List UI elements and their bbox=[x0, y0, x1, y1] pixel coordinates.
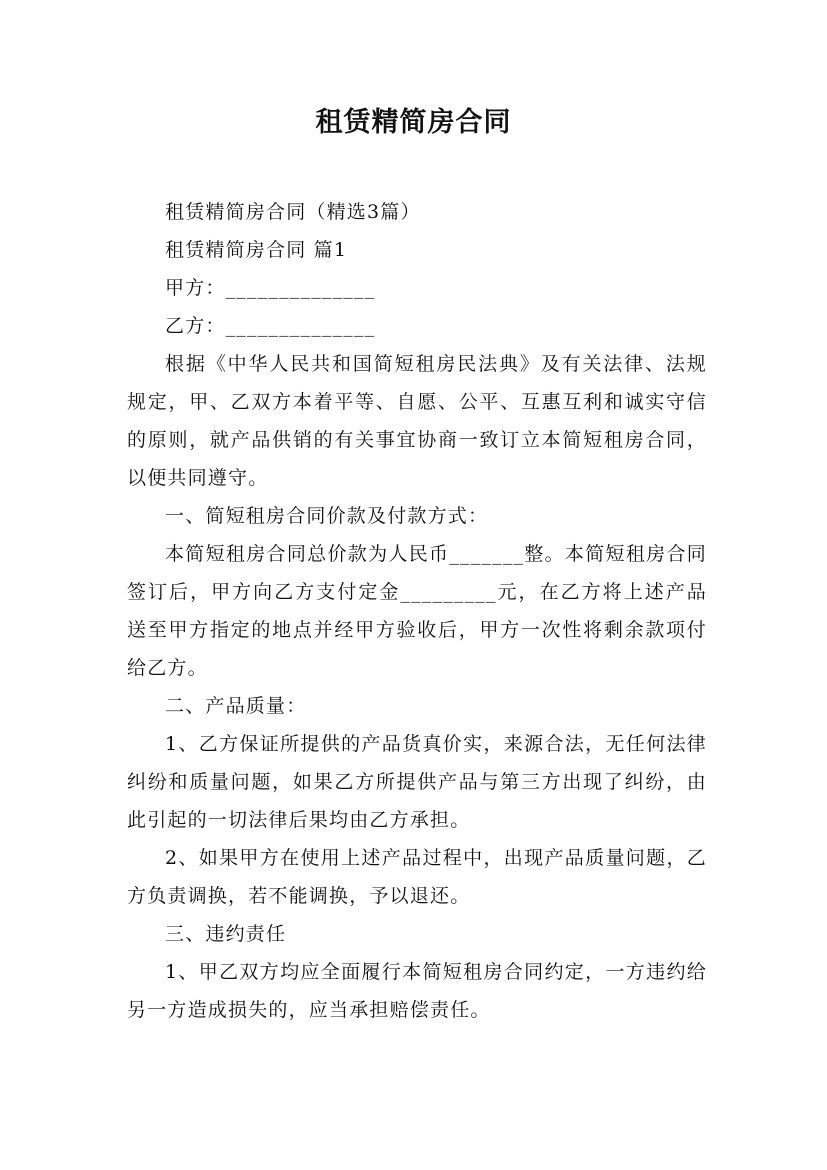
paragraph-clause-3-heading: 三、违约责任 bbox=[165, 923, 287, 945]
paragraph-subtitle: 租赁精简房合同（精选3篇） bbox=[165, 201, 421, 223]
paragraph-clause-1-heading: 一、简短租房合同价款及付款方式： bbox=[165, 505, 489, 527]
paragraph-clause-2-item-2: 2、如果甲方在使用上述产品过程中，出现产品质量问题，乙方负责调换，若不能调换，予以退还。 bbox=[127, 847, 707, 907]
document-body bbox=[127, 193, 707, 1029]
paragraph-clause-2-item-1: 1、乙方保证所提供的产品货真价实，来源合法，无任何法律纠纷和质量问题，如果乙方所提供产品与第三方出现了纠纷，由此引起的一切法律后果均由乙方承担。 bbox=[127, 733, 707, 831]
paragraph-clause-1-body: 本简短租房合同总价款为人民币_______整。本简短租房合同签订后，甲方向乙方支付定金_________元，在乙方将上述产品送至甲方指定的地点并经甲方验收后，甲方一次性将剩余款项付给乙方。 bbox=[127, 543, 707, 679]
paragraph-party-a: 甲方：______________ bbox=[165, 277, 376, 299]
document-title: 租赁精简房合同 bbox=[315, 107, 512, 138]
paragraph-party-b: 乙方：______________ bbox=[165, 315, 376, 337]
paragraph-clause-3-item-1: 1、甲乙双方均应全面履行本简短租房合同约定，一方违约给另一方造成损失的，应当承担赔偿责任。 bbox=[127, 961, 707, 1021]
paragraph-clause-2-heading: 二、产品质量： bbox=[165, 695, 307, 717]
paragraph-section-heading: 租赁精简房合同 篇1 bbox=[165, 239, 348, 261]
paragraph-preamble: 根据《中华人民共和国简短租房民法典》及有关法律、法规规定，甲、乙双方本着平等、自愿、公平、互惠互利和诚实守信的原则，就产品供销的有关事宜协商一致订立本简短租房合同，以便共同遵守。 bbox=[127, 353, 707, 489]
